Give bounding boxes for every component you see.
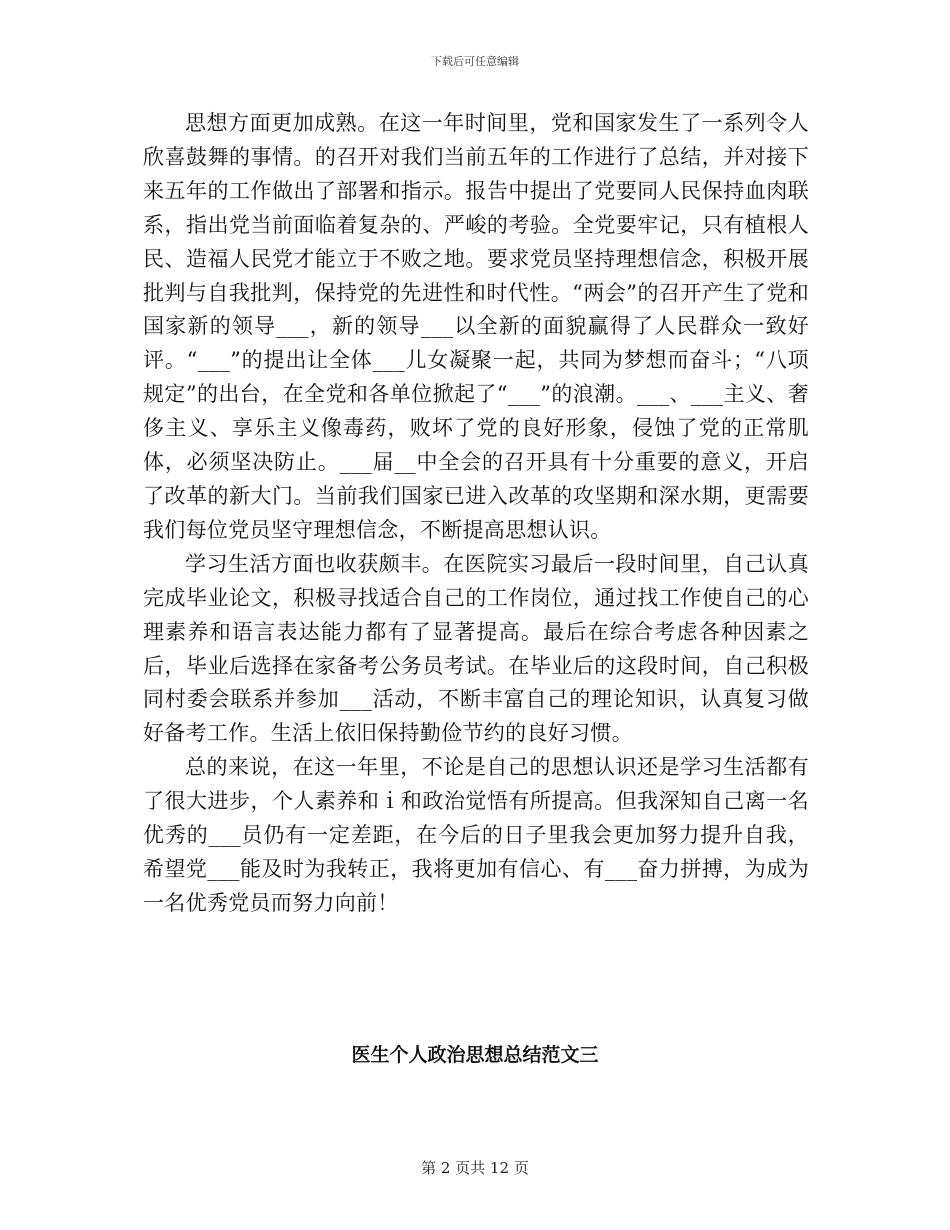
- document-body: [143, 107, 809, 921]
- paragraph-thought: 思想方面更加成熟。在这一年时间里，党和国家发生了一系列令人欣喜鼓舞的事情。的召开对我们当前五年的工作进行了总结，并对接下来五年的工作做出了部署和指示。报告中提出了党要同人民保持血肉联系，指出党当前面临着复杂的、严峻的考验。全党要牢记，只有植根人民、造福人民党才能立于不败之地。要求党员坚持理想信念，积极开展批判与自我批判，保持党的先进性和时代性。“两会”的召开产生了党和国家新的领导___，新的领导___以全新的面貌赢得了人民群众一致好评。“___”的提出让全体___儿女凝聚一起，共同为梦想而奋斗；“八项规定”的出台，在全党和各单位掀起了“___”的浪潮。___、___主义、奢侈主义、享乐主义像毒药，败坏了党的良好形象，侵蚀了党的正常肌体，必须坚决防止。___届__中全会的召开具有十分重要的意义，开启了改革的新大门。当前我们国家已进入改革的攻坚期和深水期，更需要我们每位党员坚守理想信念，不断提高思想认识。: [143, 111, 809, 542]
- page-footer: 第 2 页共 12 页: [421, 1159, 529, 1177]
- paragraph-study-life: 学习生活方面也收获颇丰。在医院实习最后一段时间里，自己认真完成毕业论文，积极寻找适合自己的工作岗位，通过找工作使自己的心理素养和语言表达能力都有了显著提高。最后在综合考虑各种因素之后，毕业后选择在家备考公务员考试。在毕业后的这段时间，自己积极同村委会联系并参加___活动，不断丰富自己的理论知识，认真复习做好备考工作。生活上依旧保持勤俭节约的良好习惯。: [143, 551, 809, 746]
- page-header: 下载后可任意编辑: [431, 55, 519, 68]
- section-heading: 医生个人政治思想总结范文三: [351, 1044, 599, 1066]
- paragraph-summary: 总的来说，在这一年里，不论是自己的思想认识还是学习生活都有了很大进步，个人素养和ｉ和政治觉悟有所提高。但我深知自己离一名优秀的___员仍有一定差距，在今后的日子里我会更加努力提升自我，希望党___能及时为我转正，我将更加有信心、有___奋力拼搏，为成为一名优秀党员而努力向前！: [143, 755, 809, 915]
